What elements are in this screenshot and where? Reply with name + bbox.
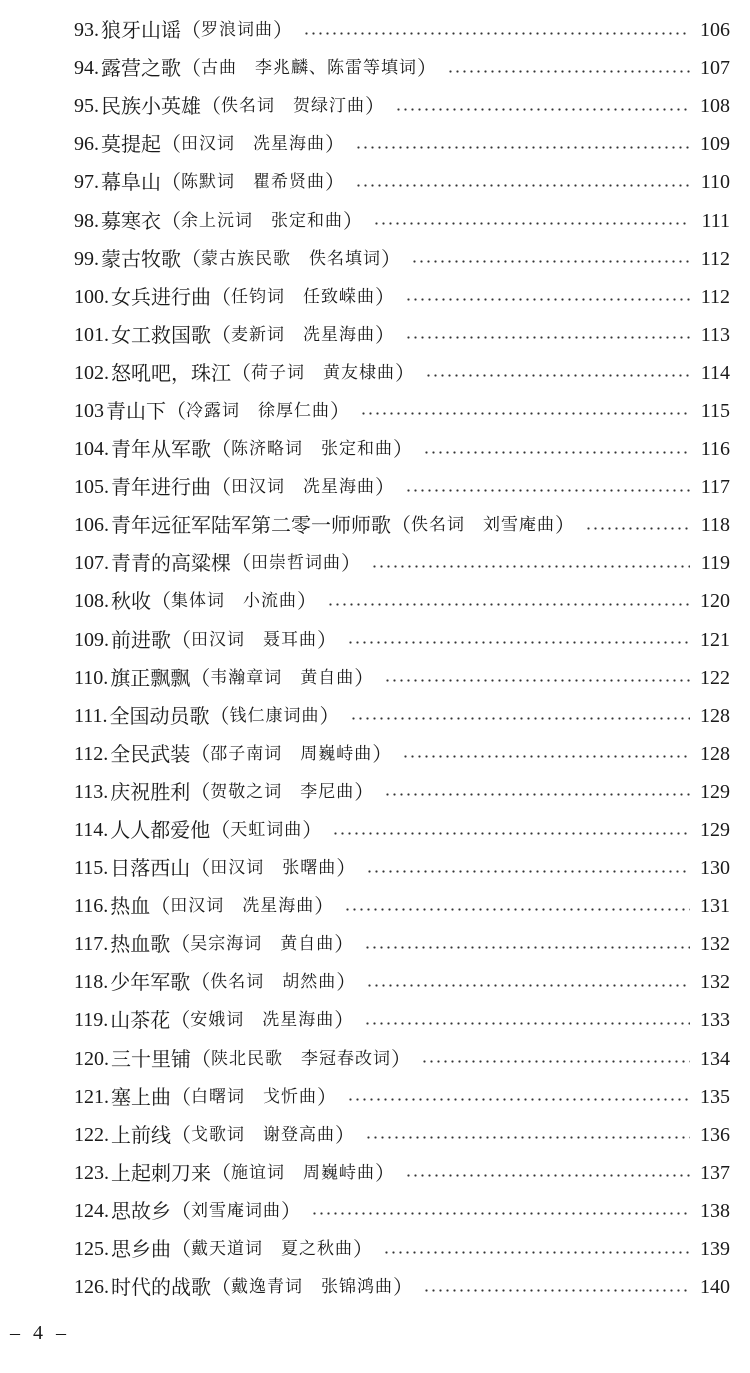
page-number: 122	[700, 666, 730, 689]
page-number: 117	[700, 476, 730, 499]
toc-entry[interactable]	[74, 354, 730, 392]
song-title: 秋收	[111, 589, 151, 614]
close-paren: ）	[375, 475, 395, 500]
toc-entry[interactable]	[74, 621, 730, 659]
dot-leader	[355, 146, 690, 149]
song-title: 民族小英雄	[101, 94, 201, 119]
open-paren: （	[231, 551, 251, 576]
close-paren: ）	[334, 1008, 355, 1033]
entry-number: 102.	[74, 361, 109, 384]
dot-leader	[365, 1136, 690, 1139]
dot-leader	[311, 1212, 690, 1215]
song-credits: 田崇哲词曲	[251, 553, 341, 574]
song-credits: 戴逸青词 张锦鸿曲	[231, 1277, 393, 1298]
toc-entry[interactable]	[74, 11, 730, 49]
open-paren: （	[201, 94, 221, 119]
page-number: 132	[700, 933, 730, 956]
entry-number: 120.	[74, 1047, 109, 1070]
open-paren: （	[181, 56, 201, 81]
song-title: 青青的高粱棵	[111, 551, 231, 576]
page-number: 114	[700, 361, 730, 384]
song-title: 三十里铺	[111, 1046, 191, 1071]
song-title: 热血	[110, 894, 151, 919]
open-paren: （	[211, 1275, 231, 1300]
song-title: 全国动员歌	[109, 703, 210, 728]
open-paren: （	[211, 284, 231, 309]
entry-number: 110.	[74, 666, 109, 689]
dot-leader	[366, 984, 690, 987]
song-credits: 佚名词 胡然曲	[210, 972, 337, 993]
dot-leader	[585, 527, 690, 530]
dot-leader	[423, 451, 690, 454]
toc-entry[interactable]	[74, 506, 730, 544]
page-number: 137	[700, 1161, 730, 1184]
close-paren: ）	[335, 1122, 355, 1147]
song-credits: 田汉词 冼星海曲	[181, 134, 325, 155]
open-paren: （	[161, 208, 181, 233]
close-paren: ）	[317, 1084, 337, 1109]
open-paren: （	[210, 818, 231, 843]
close-paren: ）	[417, 56, 437, 81]
toc-entry[interactable]	[74, 773, 730, 811]
close-paren: ）	[341, 551, 361, 576]
close-paren: ）	[314, 894, 335, 919]
close-paren: ）	[336, 970, 357, 995]
song-title: 全民武装	[110, 741, 191, 766]
dot-leader	[421, 1060, 690, 1063]
dot-leader	[347, 641, 690, 644]
open-paren: （	[191, 1046, 211, 1071]
entry-number: 107.	[74, 552, 109, 575]
close-paren: ）	[330, 398, 350, 423]
dot-leader	[425, 374, 690, 377]
song-title: 青年从军歌	[111, 437, 211, 462]
entry-number: 113.	[74, 780, 109, 803]
song-credits: 钱仁康词曲	[229, 705, 320, 726]
close-paren: ）	[325, 132, 345, 157]
open-paren: （	[170, 1008, 191, 1033]
close-paren: ）	[395, 360, 415, 385]
song-title: 露营之歌	[101, 56, 181, 81]
toc-entry[interactable]	[74, 963, 730, 1001]
open-paren: （	[171, 1084, 191, 1109]
page-number: 133	[700, 1009, 730, 1032]
open-paren: （	[170, 932, 191, 957]
song-title: 女兵进行曲	[111, 284, 211, 309]
song-credits: 陕北民歌 李冠春改词	[211, 1048, 391, 1069]
toc-entry[interactable]	[74, 1078, 730, 1116]
toc-entry[interactable]	[74, 1116, 730, 1154]
entry-number: 116.	[74, 895, 109, 918]
song-credits: 贺敬之词 李尼曲	[210, 781, 355, 802]
song-title: 募寒衣	[101, 208, 161, 233]
entry-number: 93.	[74, 19, 99, 42]
song-title: 思乡曲	[111, 1237, 171, 1262]
song-title: 怒吼吧，珠江	[111, 360, 231, 385]
open-paren: （	[171, 627, 191, 652]
toc-entry[interactable]	[74, 1230, 730, 1268]
page-number: 130	[700, 857, 730, 880]
song-title: 狼牙山谣	[101, 18, 181, 43]
dot-leader	[423, 1289, 690, 1292]
open-paren: （	[161, 132, 181, 157]
song-credits: 古曲 李兆麟、陈雷等填词	[201, 58, 417, 79]
entry-number: 121.	[74, 1085, 109, 1108]
toc-entry[interactable]	[74, 849, 730, 887]
page-number-footer: – 4 –	[10, 1322, 70, 1344]
close-paren: ）	[372, 741, 393, 766]
page-number: 109	[700, 133, 730, 156]
close-paren: ）	[391, 1046, 411, 1071]
song-title: 庆祝胜利	[110, 779, 191, 804]
close-paren: ）	[297, 589, 317, 614]
song-title: 思故乡	[111, 1198, 171, 1223]
entry-number: 112.	[74, 742, 109, 765]
toc-entry[interactable]	[74, 811, 730, 849]
page-number: 128	[700, 742, 730, 765]
toc-entry[interactable]	[74, 544, 730, 582]
song-credits: 戈歌词 谢登高曲	[191, 1124, 335, 1145]
toc-entry[interactable]	[74, 49, 730, 87]
close-paren: ）	[353, 1237, 373, 1262]
close-paren: ）	[325, 170, 345, 195]
toc-entry[interactable]	[74, 1001, 730, 1039]
dot-leader	[395, 108, 690, 111]
entry-number: 108.	[74, 590, 109, 613]
song-title: 蒙古牧歌	[101, 246, 181, 271]
entry-number: 111.	[74, 704, 108, 727]
song-title: 塞上曲	[111, 1084, 171, 1109]
toc-entry[interactable]	[74, 201, 730, 239]
page-number: 129	[700, 780, 730, 803]
dot-leader	[447, 70, 690, 73]
page-number: 134	[700, 1047, 730, 1070]
song-title: 旗正飘飘	[110, 665, 191, 690]
dot-leader	[344, 908, 690, 911]
page-number: 138	[700, 1199, 730, 1222]
song-credits: 蒙古族民歌 佚名填词	[201, 248, 381, 269]
entry-number: 124.	[74, 1199, 109, 1222]
open-paren: （	[150, 894, 171, 919]
entry-number: 100.	[74, 285, 109, 308]
close-paren: ）	[381, 246, 401, 271]
song-credits: 冷露词 徐厚仁曲	[186, 400, 330, 421]
entry-number: 123.	[74, 1161, 109, 1184]
toc-entry[interactable]	[74, 1268, 730, 1306]
table-of-contents	[74, 11, 730, 1306]
toc-entry[interactable]	[74, 1040, 730, 1078]
page-number: 129	[700, 819, 730, 842]
close-paren: ）	[354, 665, 375, 690]
toc-entry[interactable]	[74, 735, 730, 773]
page-number: 118	[700, 514, 730, 537]
song-credits: 施谊词 周巍峙曲	[231, 1162, 375, 1183]
dot-leader	[405, 489, 690, 492]
open-paren: （	[209, 703, 230, 728]
dot-leader	[347, 1098, 690, 1101]
toc-entry[interactable]	[74, 316, 730, 354]
open-paren: （	[151, 589, 171, 614]
page-number: 106	[700, 19, 730, 42]
close-paren: ）	[365, 94, 385, 119]
close-paren: ）	[334, 932, 355, 957]
dot-leader	[384, 793, 690, 796]
entry-number: 106.	[74, 514, 109, 537]
song-credits: 田汉词 张曙曲	[210, 858, 337, 879]
song-credits: 罗浪词曲	[201, 20, 273, 41]
song-credits: 田汉词 聂耳曲	[191, 629, 317, 650]
open-paren: （	[190, 665, 211, 690]
song-credits: 荷子词 黄友棣曲	[251, 362, 395, 383]
close-paren: ）	[281, 1198, 301, 1223]
page-number: 113	[700, 323, 730, 346]
open-paren: （	[211, 1160, 231, 1185]
open-paren: （	[391, 513, 411, 538]
page-number: 135	[700, 1085, 730, 1108]
song-credits: 陈济略词 张定和曲	[231, 439, 393, 460]
song-credits: 刘雪庵词曲	[191, 1200, 281, 1221]
open-paren: （	[166, 398, 186, 423]
open-paren: （	[211, 437, 231, 462]
entry-number: 95.	[74, 95, 99, 118]
open-paren: （	[231, 360, 251, 385]
toc-entry[interactable]	[74, 887, 730, 925]
page-number: 116	[700, 438, 730, 461]
open-paren: （	[190, 856, 211, 881]
dot-leader	[332, 832, 690, 835]
song-title: 青山下	[106, 398, 166, 423]
entry-number: 122.	[74, 1123, 109, 1146]
open-paren: （	[171, 1122, 191, 1147]
entry-number: 99.	[74, 247, 99, 270]
song-credits: 白曙词 戈忻曲	[191, 1086, 317, 1107]
toc-entry[interactable]	[74, 392, 730, 430]
toc-entry[interactable]	[74, 925, 730, 963]
close-paren: ）	[343, 208, 363, 233]
page-number: 107	[700, 57, 730, 80]
entry-number: 115.	[74, 857, 109, 880]
toc-entry[interactable]	[74, 125, 730, 163]
dot-leader	[384, 679, 690, 682]
page-number: 136	[700, 1123, 730, 1146]
close-paren: ）	[393, 1275, 413, 1300]
open-paren: （	[190, 779, 211, 804]
close-paren: ）	[354, 779, 375, 804]
toc-entry[interactable]	[74, 240, 730, 278]
open-paren: （	[181, 18, 201, 43]
song-title: 山茶花	[110, 1008, 171, 1033]
song-credits: 田汉词 冼星海曲	[231, 477, 375, 498]
dot-leader	[402, 755, 690, 758]
song-title: 青年远征军陆军第二零一师师歌	[111, 513, 391, 538]
dot-leader	[364, 946, 690, 949]
song-title: 人人都爱他	[110, 818, 211, 843]
entry-number: 104.	[74, 438, 109, 461]
entry-number: 118.	[74, 971, 109, 994]
song-title: 上前线	[111, 1122, 171, 1147]
song-title: 幕阜山	[101, 170, 161, 195]
song-credits: 田汉词 冼星海曲	[170, 896, 315, 917]
toc-entry[interactable]	[74, 1154, 730, 1192]
close-paren: ）	[317, 627, 337, 652]
page-number: 112	[700, 285, 730, 308]
song-credits: 佚名词 刘雪庵曲	[411, 515, 555, 536]
toc-entry[interactable]	[74, 582, 730, 620]
open-paren: （	[190, 741, 211, 766]
page-number: 132	[700, 971, 730, 994]
song-credits: 安娥词 冼星海曲	[190, 1010, 335, 1031]
page-number: 131	[700, 895, 730, 918]
dot-leader	[327, 603, 690, 606]
entry-number: 119.	[74, 1009, 109, 1032]
toc-entry[interactable]	[74, 697, 730, 735]
song-credits: 韦瀚章词 黄自曲	[210, 667, 355, 688]
dot-leader	[411, 260, 690, 263]
page-number: 108	[700, 95, 730, 118]
entry-number: 105.	[74, 476, 109, 499]
song-credits: 邵子南词 周巍峙曲	[210, 743, 373, 764]
page-number: 128	[700, 704, 730, 727]
open-paren: （	[161, 170, 181, 195]
song-credits: 陈默词 瞿希贤曲	[181, 172, 325, 193]
song-credits: 麦新词 冼星海曲	[231, 324, 375, 345]
song-credits: 天虹词曲	[230, 820, 303, 841]
open-paren: （	[181, 246, 201, 271]
dot-leader	[405, 336, 690, 339]
dot-leader	[303, 32, 690, 35]
dot-leader	[373, 222, 690, 225]
song-credits: 任钧词 任致嵘曲	[231, 286, 375, 307]
toc-entry[interactable]	[74, 163, 730, 201]
close-paren: ）	[273, 18, 293, 43]
entry-number: 103	[74, 399, 104, 422]
entry-number: 97.	[74, 171, 99, 194]
page-number: 140	[700, 1276, 730, 1299]
entry-number: 98.	[74, 209, 99, 232]
toc-entry[interactable]	[74, 659, 730, 697]
entry-number: 94.	[74, 57, 99, 80]
open-paren: （	[190, 970, 211, 995]
song-title: 女工救国歌	[111, 322, 211, 347]
entry-number: 109.	[74, 628, 109, 651]
dot-leader	[360, 412, 690, 415]
dot-leader	[371, 565, 690, 568]
dot-leader	[405, 298, 690, 301]
page-number: 139	[700, 1238, 730, 1261]
song-title: 热血歌	[110, 932, 171, 957]
dot-leader	[383, 1251, 690, 1254]
entry-number: 125.	[74, 1238, 109, 1261]
close-paren: ）	[319, 703, 340, 728]
song-title: 日落西山	[110, 856, 191, 881]
dot-leader	[366, 870, 690, 873]
toc-entry[interactable]	[74, 430, 730, 468]
open-paren: （	[171, 1198, 191, 1223]
dot-leader	[405, 1174, 690, 1177]
page-number: 119	[700, 552, 730, 575]
toc-entry[interactable]	[74, 1192, 730, 1230]
toc-entry[interactable]	[74, 87, 730, 125]
entry-number: 101.	[74, 323, 109, 346]
toc-entry[interactable]	[74, 278, 730, 316]
open-paren: （	[171, 1237, 191, 1262]
page-number: 120	[700, 590, 730, 613]
song-title: 时代的战歌	[111, 1275, 211, 1300]
close-paren: ）	[393, 437, 413, 462]
song-credits: 佚名词 贺绿汀曲	[221, 96, 365, 117]
song-title: 青年进行曲	[111, 475, 211, 500]
dot-leader	[364, 1022, 690, 1025]
song-title: 少年军歌	[110, 970, 191, 995]
song-credits: 戴天道词 夏之秋曲	[191, 1239, 353, 1260]
close-paren: ）	[375, 284, 395, 309]
page-number: 112	[700, 247, 730, 270]
dot-leader	[350, 717, 690, 720]
close-paren: ）	[336, 856, 357, 881]
page-number: 121	[700, 628, 730, 651]
song-credits: 吴宗海词 黄自曲	[190, 934, 335, 955]
song-title: 上起刺刀来	[111, 1160, 211, 1185]
dot-leader	[355, 184, 690, 187]
entry-number: 114.	[74, 819, 109, 842]
open-paren: （	[211, 475, 231, 500]
song-credits: 集体词 小流曲	[171, 591, 297, 612]
entry-number: 117.	[74, 933, 109, 956]
open-paren: （	[211, 322, 231, 347]
close-paren: ）	[302, 818, 323, 843]
entry-number: 96.	[74, 133, 99, 156]
close-paren: ）	[555, 513, 575, 538]
entry-number: 126.	[74, 1276, 109, 1299]
page-number: 115	[700, 399, 730, 422]
song-credits: 余上沅词 张定和曲	[181, 210, 343, 231]
close-paren: ）	[375, 1160, 395, 1185]
song-title: 前进歌	[111, 627, 171, 652]
song-title: 莫提起	[101, 132, 161, 157]
page-number: 111	[701, 209, 730, 232]
page-number: 110	[700, 171, 730, 194]
toc-entry[interactable]	[74, 468, 730, 506]
close-paren: ）	[375, 322, 395, 347]
